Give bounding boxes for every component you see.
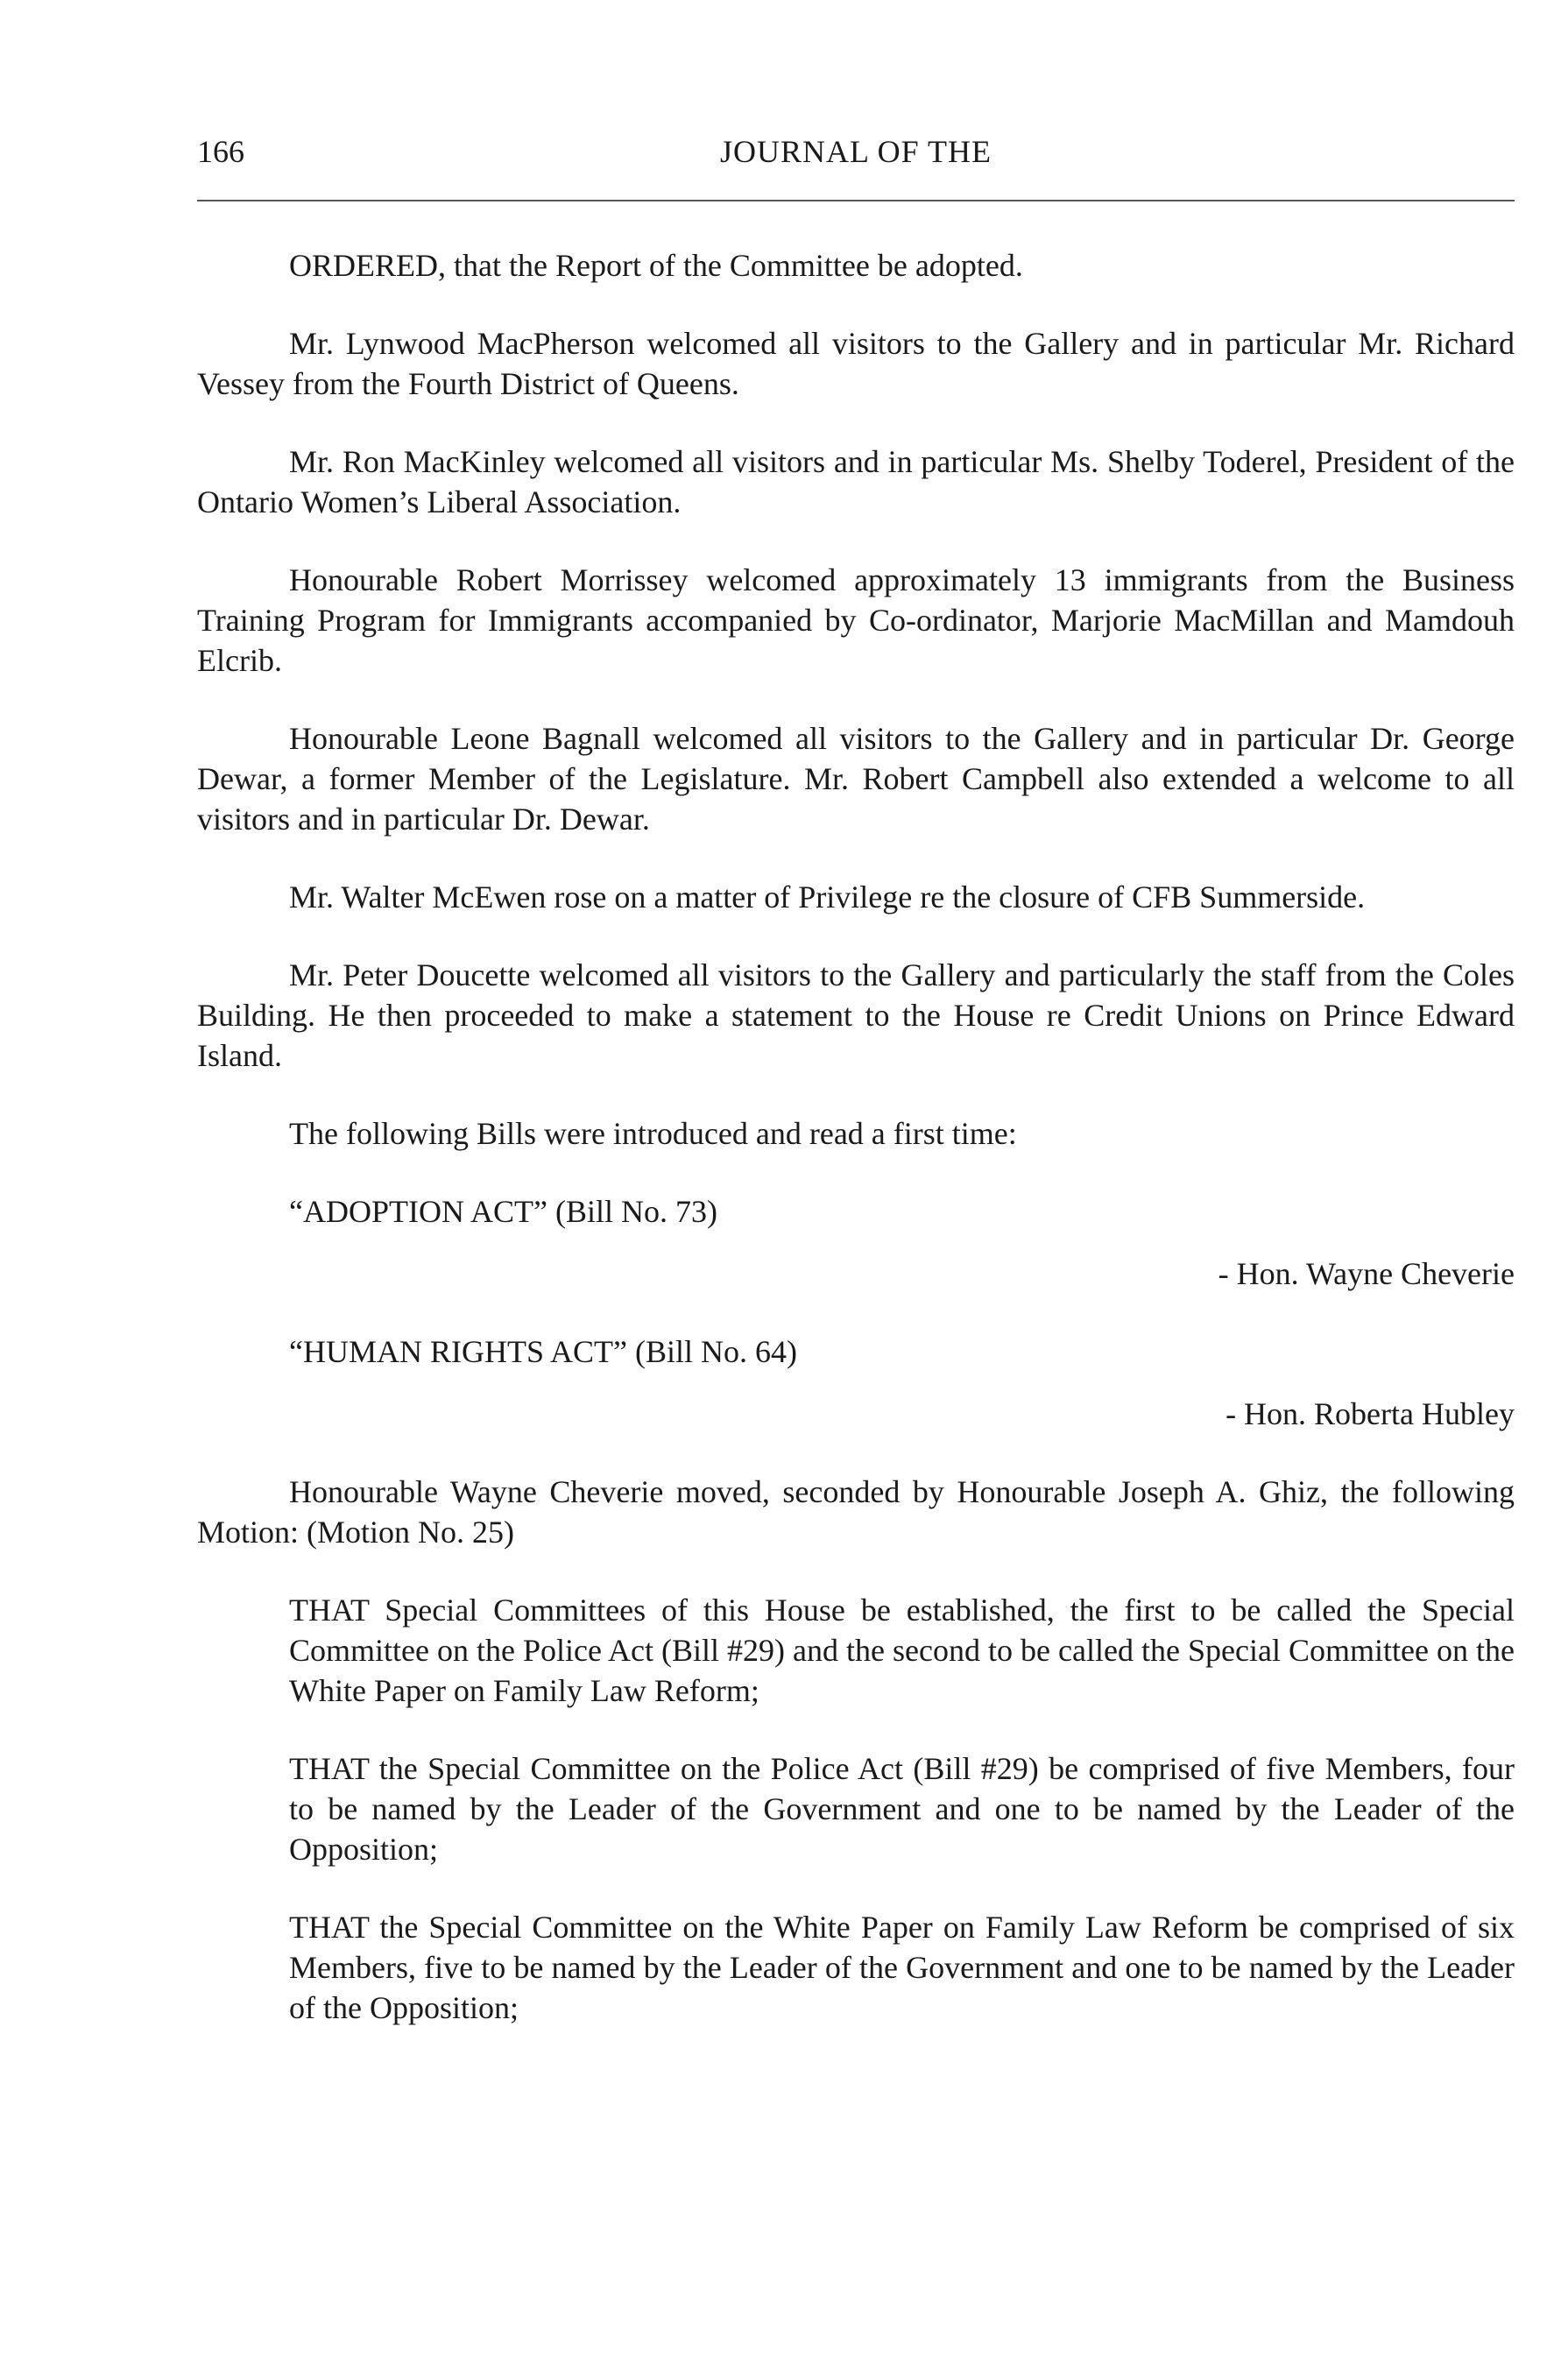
header-rule [197,200,1515,201]
bill-title-adoption-act: “ADOPTION ACT” (Bill No. 73) [289,1194,717,1229]
bill-sponsor-adoption-act: - Hon. Wayne Cheverie [1218,1256,1515,1291]
paragraph-mcewen-privilege: Mr. Walter McEwen rose on a matter of Privilege re the closure of CFB Summerside. [289,879,1366,915]
paragraph-report-adopted: ORDERED, that the Report of the Committee be adopted. [289,248,1023,283]
journal-body [197,245,1515,2066]
motion-clause-establish-committees: THAT Special Committees of this House be established, the first to be called the Special Committee on the Police Act (Bill #29) and the second to be called the Special Committee on the White Paper on Family Law Reform; [289,1593,1515,1708]
paragraph-bagnall-welcome: Honourable Leone Bagnall welcomed all visitors to the Gallery and in particular Dr. George Dewar, a former Member of the Legislature. Mr. Robert Campbell also extended a welcome to all visitors and in particular Dr. Dewar. [197,721,1515,837]
paragraph-mackinley-welcome: Mr. Ron MacKinley welcomed all visitors and in particular Ms. Shelby Toderel, President of the Ontario Women’s Liberal Association. [197,444,1515,519]
page-header [197,130,1515,173]
motion-clause-police-act-committee: THAT the Special Committee on the Police Act (Bill #29) be comprised of five Members, four to be named by the Leader of the Government and one to be named by the Leader of the Opposition; [289,1751,1515,1867]
page-number: 166 [197,134,244,169]
bill-sponsor-human-rights-act: - Hon. Roberta Hubley [1225,1396,1515,1431]
paragraph-morrissey-welcome: Honourable Robert Morrissey welcomed approximately 13 immigrants from the Business Training Program for Immigrants accompanied by Co-ordinator, Marjorie MacMillan and Mamdouh Elcrib. [197,562,1515,678]
paragraph-doucette-welcome: Mr. Peter Doucette welcomed all visitors to the Gallery and particularly the staff from the Coles Building. He then proceeded to make a statement to the House re Credit Unions on Prince Edward Island. [197,957,1515,1073]
bill-title-human-rights-act: “HUMAN RIGHTS ACT” (Bill No. 64) [289,1334,797,1369]
running-head: JOURNAL OF THE [719,134,992,169]
paragraph-macpherson-welcome: Mr. Lynwood MacPherson welcomed all visitors to the Gallery and in particular Mr. Richard Vessey from the Fourth District of Queens. [197,326,1515,401]
paragraph-bills-introduced: The following Bills were introduced and read a first time: [289,1116,1017,1151]
motion-clause-family-law-committee: THAT the Special Committee on the White Paper on Family Law Reform be comprised of six Members, five to be named by the Leader of the Government and one to be named by the Leader of the Opposition; [289,1910,1515,2025]
paragraph-motion-intro: Honourable Wayne Cheverie moved, seconded by Honourable Joseph A. Ghiz, the following Motion: (Motion No. 25) [197,1474,1515,1550]
